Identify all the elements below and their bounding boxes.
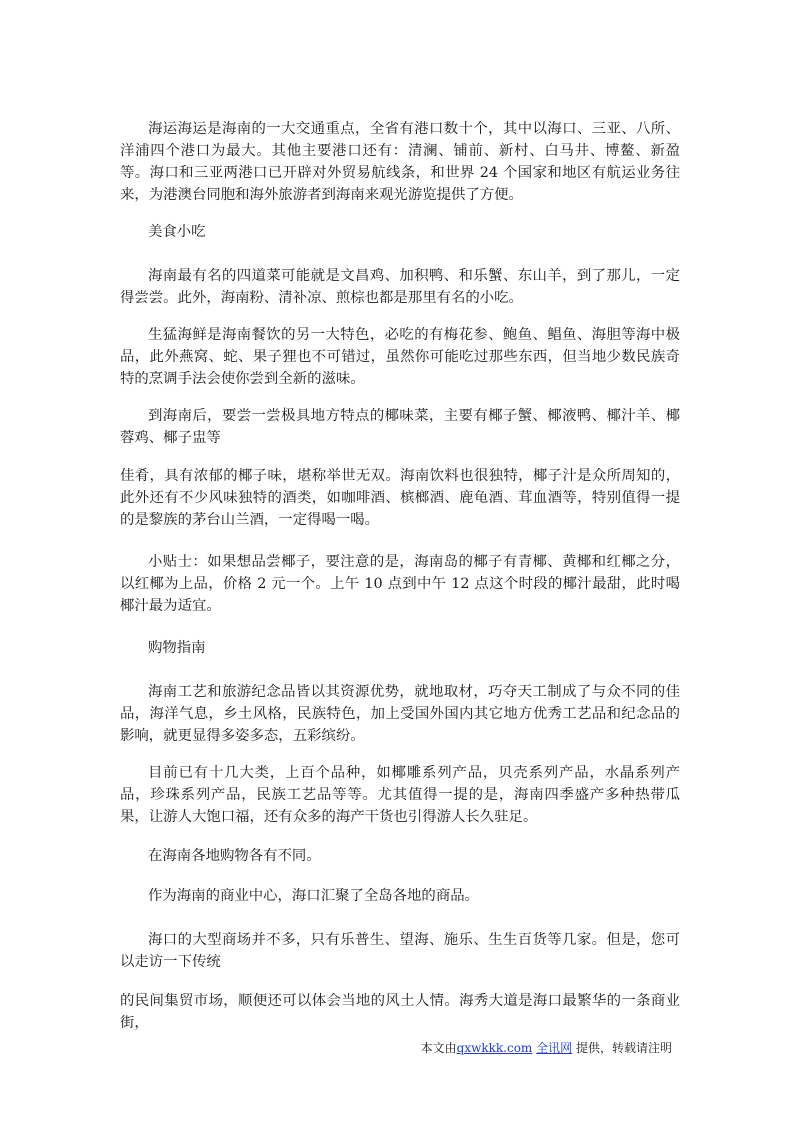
footer-attribution	[421, 1039, 672, 1056]
heading-shopping-guide: 购物指南	[148, 640, 206, 656]
paragraph-tip: 小贴士：如果想品尝椰子，要注意的是，海南岛的椰子有青椰、黄椰和红椰之分，以红椰为上品，价格 2 元一个。上午 10 点到中午 12 点这个时段的椰汁最甜，此时喝椰汁最为适宜。	[120, 554, 680, 614]
paragraph-haikou-center: 作为海南的商业中心，海口汇聚了全岛各地的商品。	[148, 888, 479, 904]
paragraph-folk-market: 的民间集贸市场，顺便还可以体会当地的风土人情。海秀大道是海口最繁华的一条商业街，	[120, 993, 680, 1031]
paragraph-seafood: 生猛海鲜是海南餐饮的另一大特色，必吃的有梅花参、鲍鱼、鲳鱼、海胆等海中极品，此外燕窝、蛇、果子狸也不可错过，虽然你可能吃过那些东西，但当地少数民族奇特的烹调手法会使你尝到全新的滋味。	[120, 327, 680, 387]
paragraph-four-dishes: 海南最有名的四道菜可能就是文昌鸡、加积鸭、和乐蟹、东山羊，到了那儿，一定得尝尝。此外，海南粉、清补凉、煎棕也都是那里有名的小吃。	[120, 268, 680, 306]
paragraph-shopping-places: 在海南各地购物各有不同。	[148, 848, 321, 864]
paragraph-coconut-drinks: 佳肴，具有浓郁的椰子味，堪称举世无双。海南饮料也很独特，椰子汁是众所周知的，此外还有不少风味独特的酒类，如咖啡酒、槟榔酒、鹿龟酒、茸血酒等，特别值得一提的是黎族的茅台山兰酒，一定得喝一喝。	[120, 468, 680, 528]
paragraph-coconut-dishes: 到海南后，要尝一尝极具地方特点的椰味菜，主要有椰子蟹、椰液鸭、椰汁羊、椰蓉鸡、椰子盅等	[120, 408, 680, 446]
paragraph-product-types: 目前已有十几大类，上百个品种，如椰雕系列产品，贝壳系列产品，水晶系列产品，珍珠系列产品，民族工艺品等等。尤其值得一提的是，海南四季盛产多种热带瓜果，让游人大饱口福，还有众多的海产干货也引得游人长久驻足。	[120, 765, 680, 825]
heading-food-snacks: 美食小吃	[148, 224, 206, 240]
paragraph-crafts: 海南工艺和旅游纪念品皆以其资源优势，就地取材，巧夺天工制成了与众不同的佳品，海洋气息，乡土风格，民族特色，加上受国外国内其它地方优秀工艺品和纪念品的影响，就更显得多姿多态，五彩缤纷。	[120, 684, 680, 744]
footer-site-name-link[interactable]: 全讯网	[536, 1041, 573, 1055]
paragraph-haikou-malls: 海口的大型商场并不多，只有乐普生、望海、施乐、生生百货等几家。但是，您可以走访一下传统	[120, 932, 680, 970]
footer-suffix: 提供，转载请注明	[572, 1041, 672, 1055]
paragraph-shipping: 海运海运是海南的一大交通重点，全省有港口数十个，其中以海口、三亚、八所、洋浦四个港口为最大。其他主要港口还有：清澜、铺前、新村、白马井、博鳌、新盈等。海口和三亚两港口已开辟对外贸易航线条，和世界 24 个国家和地区有航运业务往来，为港澳台同胞和海外旅游者到海南来观光游览提供了方便。	[120, 121, 680, 203]
footer-site-url-link[interactable]: qxwkkk.com	[456, 1041, 533, 1055]
footer-prefix: 本文由	[420, 1041, 457, 1055]
